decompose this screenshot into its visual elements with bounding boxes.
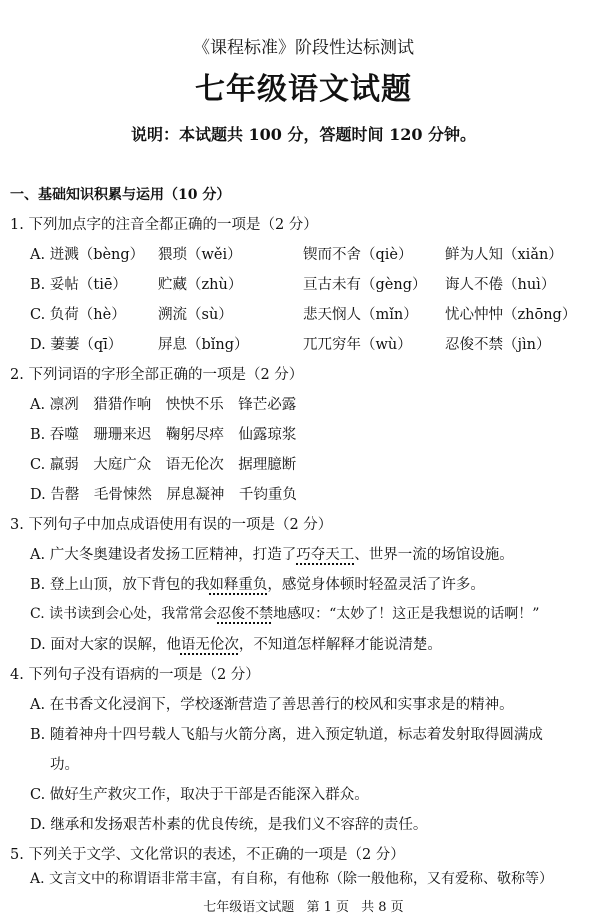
q1-c-1: C. 负荷（hè） [30, 307, 126, 323]
q1-c-4: 忧心忡忡（zhōng） [445, 307, 577, 323]
q3-option-c [30, 603, 539, 623]
q3-stem: 3. 下列句子中加点成语使用有误的一项是（2 分） [10, 517, 333, 533]
q3-a-pre: A. 广大冬奥建设者发扬工匠精神，打造了 [30, 547, 297, 563]
q3-option-d [30, 633, 442, 654]
section-heading: 一、基础知识积累与运用（10 分） [10, 187, 231, 203]
q3-c-pre: C. 读书读到会心处，我常常会 [30, 606, 218, 622]
q1-b-2: 贮藏（zhù） [158, 277, 243, 293]
q1-d-4: 忍俊不禁（jìn） [445, 337, 551, 353]
exam-note: 说明：本试题共 100 分，答题时间 120 分钟。 [130, 125, 477, 144]
q1-d-3: 兀兀穷年（wù） [303, 337, 412, 353]
q1-b-4: 诲人不倦（huì） [445, 277, 556, 293]
q1-a-2: 猥琐（wěi） [158, 247, 242, 263]
q3-a-post: 、世界一流的场馆设施。 [354, 547, 514, 563]
q3-a-idiom: 巧夺天工 [296, 547, 355, 563]
q3-option-b [30, 573, 485, 594]
footer-exam-name: 七年级语文试题 [203, 900, 295, 915]
q1-d-1: D. 萋萋（qī） [30, 337, 123, 353]
q4-option-c: C. 做好生产救灾工作，取决于干部是否能深入群众。 [30, 787, 369, 803]
q3-b-post: ，感觉身体顿时轻盈灵活了许多。 [267, 577, 485, 593]
q4-option-a: A. 在书香文化浸润下，学校逐渐营造了善思善行的校风和实事求是的精神。 [30, 697, 514, 713]
q5-option-a: A. 文言文中的称谓语非常丰富，有自称，有他称（除一般他称，又有爱称、敬称等） [30, 871, 554, 887]
q1-d-2: 屏息（bǐng） [158, 337, 249, 353]
q2-option-b: B. 吞噬 珊珊来迟 鞠躬尽瘁 仙露琼浆 [30, 427, 297, 443]
q4-option-d: D. 继承和发扬艰苦朴素的优良传统，是我们义不容辞的责任。 [30, 817, 428, 833]
q2-option-a: A. 凛冽 猎猎作响 怏怏不乐 锋芒必露 [30, 397, 297, 413]
q4-option-b-line1: B. 随着神舟十四号载人飞船与火箭分离，进入预定轨道，标志着发射取得圆满成 [30, 727, 543, 743]
q5-stem: 5. 下列关于文学、文化常识的表述，不正确的一项是（2 分） [10, 847, 405, 863]
footer-total-pages: 共 8 页 [361, 900, 404, 915]
q1-a-1: A. 迸溅（bèng） [30, 247, 145, 263]
q3-c-post: 地感叹：“太妙了！这正是我想说的话啊！” [273, 606, 540, 622]
q2-option-d: D. 告罄 毛骨悚然 屏息凝神 千钧重负 [30, 487, 297, 503]
footer-page-number: 第 1 页 [306, 900, 349, 915]
q1-b-1: B. 妥帖（tiē） [30, 277, 127, 293]
q2-option-c: C. 羸弱 大庭广众 语无伦次 据理臆断 [30, 457, 297, 473]
q3-d-post: ，不知道怎样解释才能说清楚。 [238, 637, 442, 653]
page-footer [0, 896, 607, 915]
q3-d-idiom: 语无伦次 [180, 637, 239, 653]
exam-subtitle: 《课程标准》阶段性达标测试 [193, 38, 414, 58]
q1-stem: 1. 下列加点字的注音全都正确的一项是（2 分） [10, 217, 318, 233]
q2-stem: 2. 下列词语的字形全部正确的一项是（2 分） [10, 367, 304, 383]
q1-b-3: 亘古未有（gèng） [303, 277, 427, 293]
q3-d-pre: D. 面对大家的误解，他 [30, 637, 181, 653]
q4-stem: 4. 下列句子没有语病的一项是（2 分） [10, 667, 260, 683]
q1-a-4: 鲜为人知（xiǎn） [445, 247, 563, 263]
q3-option-a [30, 543, 514, 564]
q3-c-idiom: 忍俊不禁 [217, 606, 274, 622]
q3-b-idiom: 如释重负 [209, 577, 268, 593]
q1-c-3: 悲天悯人（mǐn） [303, 307, 418, 323]
q3-b-pre: B. 登上山顶，放下背包的我 [30, 577, 210, 593]
q4-option-b-line2: 功。 [50, 757, 79, 773]
q1-a-3: 锲而不舍（qiè） [303, 247, 413, 263]
q1-c-2: 溯流（sù） [158, 307, 233, 323]
page-title: 七年级语文试题 [195, 72, 412, 107]
